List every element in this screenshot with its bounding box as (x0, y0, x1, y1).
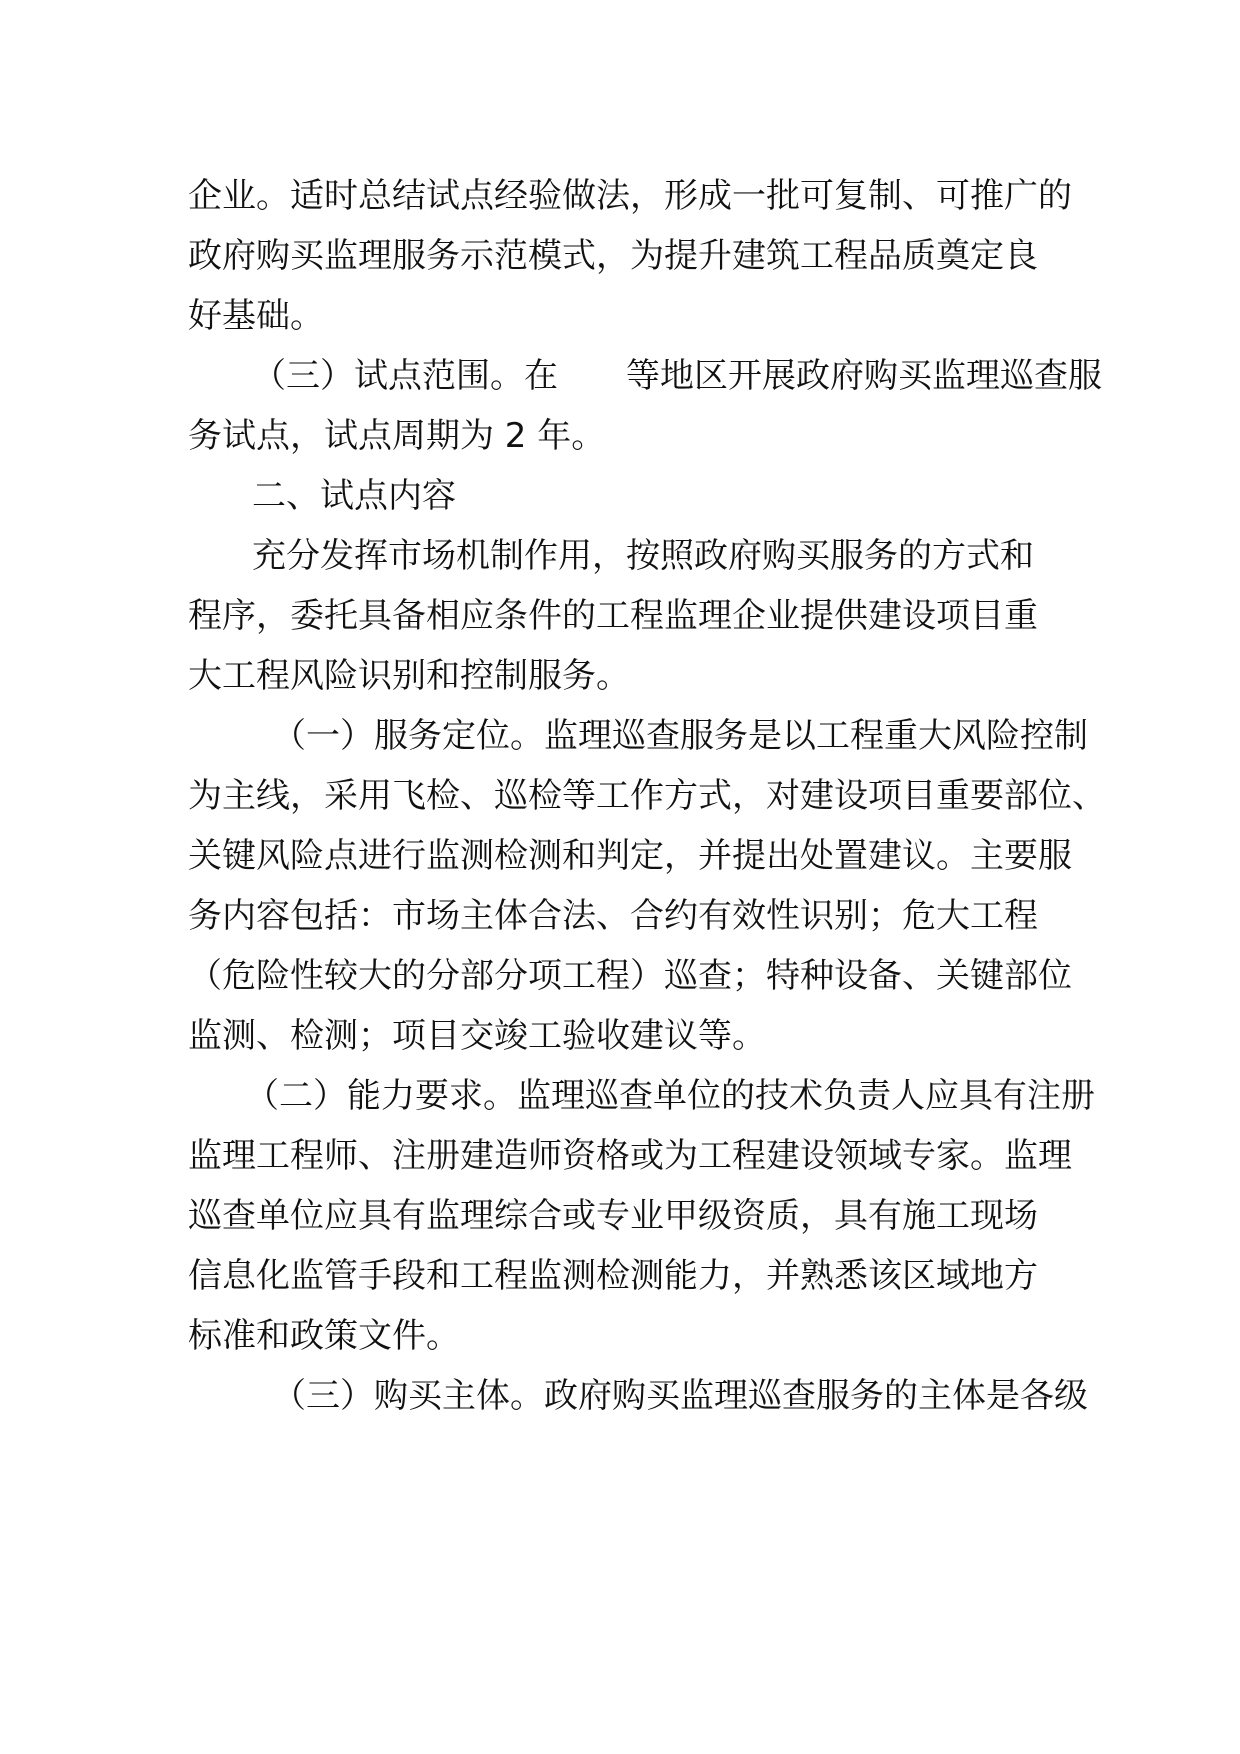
text-line: 程序，委托具备相应条件的工程监理企业提供建设项目重 (188, 596, 1038, 636)
paragraph-start: 充分发挥市场机制作用，按照政府购买服务的方式和 (252, 536, 1034, 576)
text-line: 大工程风险识别和控制服务。 (188, 656, 630, 696)
section-heading: 二、试点内容 (252, 476, 456, 516)
text-line: 信息化监管手段和工程监测检测能力，并熟悉该区域地方 (188, 1256, 1038, 1296)
text-line: 为主线，采用飞检、巡检等工作方式，对建设项目重要部位、 (188, 776, 1106, 816)
text-line: 务内容包括：市场主体合法、合约有效性识别；危大工程 (188, 896, 1038, 936)
section-heading: （三）试点范围。在 等地区开展政府购买监理巡查服 (252, 356, 1102, 396)
section-heading: （三）购买主体。政府购买监理巡查服务的主体是各级 (272, 1376, 1088, 1416)
text-line: 关键风险点进行监测检测和判定，并提出处置建议。主要服 (188, 836, 1072, 876)
text-line: （危险性较大的分部分项工程）巡查；特种设备、关键部位 (188, 956, 1072, 996)
text-line: 标准和政策文件。 (188, 1316, 460, 1356)
text-line: 巡查单位应具有监理综合或专业甲级资质，具有施工现场 (188, 1196, 1038, 1236)
text-line: 务试点，试点周期为 2 年。 (188, 416, 606, 456)
text-line: 政府购买监理服务示范模式，为提升建筑工程品质奠定良 (188, 236, 1038, 276)
text-line: 好基础。 (188, 296, 324, 336)
text-line: 监理工程师、注册建造师资格或为工程建设领域专家。监理 (188, 1136, 1072, 1176)
section-heading: （二）能力要求。监理巡查单位的技术负责人应具有注册 (245, 1076, 1095, 1116)
section-heading: （一）服务定位。监理巡查服务是以工程重大风险控制 (272, 716, 1088, 756)
text-line: 监测、检测；项目交竣工验收建议等。 (188, 1016, 766, 1056)
text-line: 企业。适时总结试点经验做法，形成一批可复制、可推广的 (188, 176, 1072, 216)
